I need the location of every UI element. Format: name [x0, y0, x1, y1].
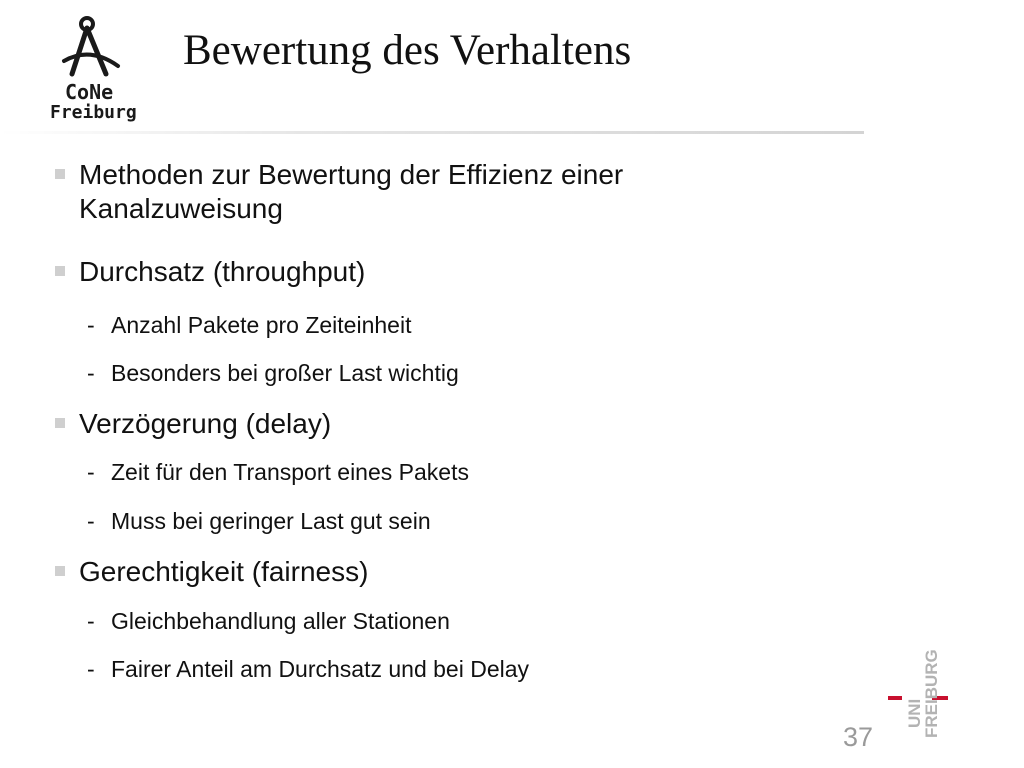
- bullet-text: Verzögerung (delay): [79, 408, 332, 439]
- sub-bullet-text: Anzahl Pakete pro Zeiteinheit: [111, 312, 412, 338]
- bullet-item-continuation: [79, 192, 283, 226]
- logo-text-freiburg: Freiburg: [50, 102, 137, 123]
- bullet-text: Methoden zur Bewertung der Effizienz einer: [79, 159, 624, 190]
- sub-bullet-text: Gleichbehandlung aller Stationen: [111, 608, 450, 634]
- sub-bullet-item: [87, 359, 459, 387]
- square-bullet-icon: [55, 266, 65, 276]
- square-bullet-icon: [55, 566, 65, 576]
- sub-bullet-text: Fairer Anteil am Durchsatz und bei Delay: [111, 656, 530, 682]
- bullet-item: [79, 555, 368, 589]
- square-bullet-icon: [55, 169, 65, 179]
- sub-bullet-text: Muss bei geringer Last gut sein: [111, 508, 431, 534]
- logo-text-uni: UNI: [905, 698, 924, 728]
- bullet-text: Kanalzuweisung: [79, 193, 283, 224]
- slide-title: Bewertung des Verhaltens: [183, 27, 632, 74]
- square-bullet-icon: [55, 418, 65, 428]
- logo-red-bar: [888, 696, 902, 700]
- bullet-text: Durchsatz (throughput): [79, 256, 366, 287]
- bullet-text: Gerechtigkeit (fairness): [79, 556, 369, 587]
- sub-bullet-text: Besonders bei großer Last wichtig: [111, 360, 459, 386]
- dash-marker: -: [87, 312, 95, 338]
- page-number: 37: [843, 722, 874, 752]
- sub-bullet-text: Zeit für den Transport eines Pakets: [111, 459, 469, 485]
- sub-bullet-item: [87, 507, 431, 535]
- sub-bullet-item: [87, 311, 412, 339]
- uni-freiburg-logo: [884, 640, 964, 750]
- sub-bullet-item: [87, 655, 530, 683]
- dash-marker: -: [87, 360, 95, 386]
- dash-marker: -: [87, 508, 95, 534]
- bullet-item: [79, 255, 365, 289]
- dash-marker: -: [87, 656, 95, 682]
- sub-bullet-item: [87, 607, 450, 635]
- bullet-item: [79, 407, 331, 441]
- dash-marker: -: [87, 608, 95, 634]
- dash-marker: -: [87, 459, 95, 485]
- bullet-item: [79, 158, 623, 192]
- logo-text-freiburg: FREIBURG: [922, 649, 941, 738]
- logo-text-cone: CoNe: [65, 80, 114, 104]
- sub-bullet-item: [87, 458, 469, 486]
